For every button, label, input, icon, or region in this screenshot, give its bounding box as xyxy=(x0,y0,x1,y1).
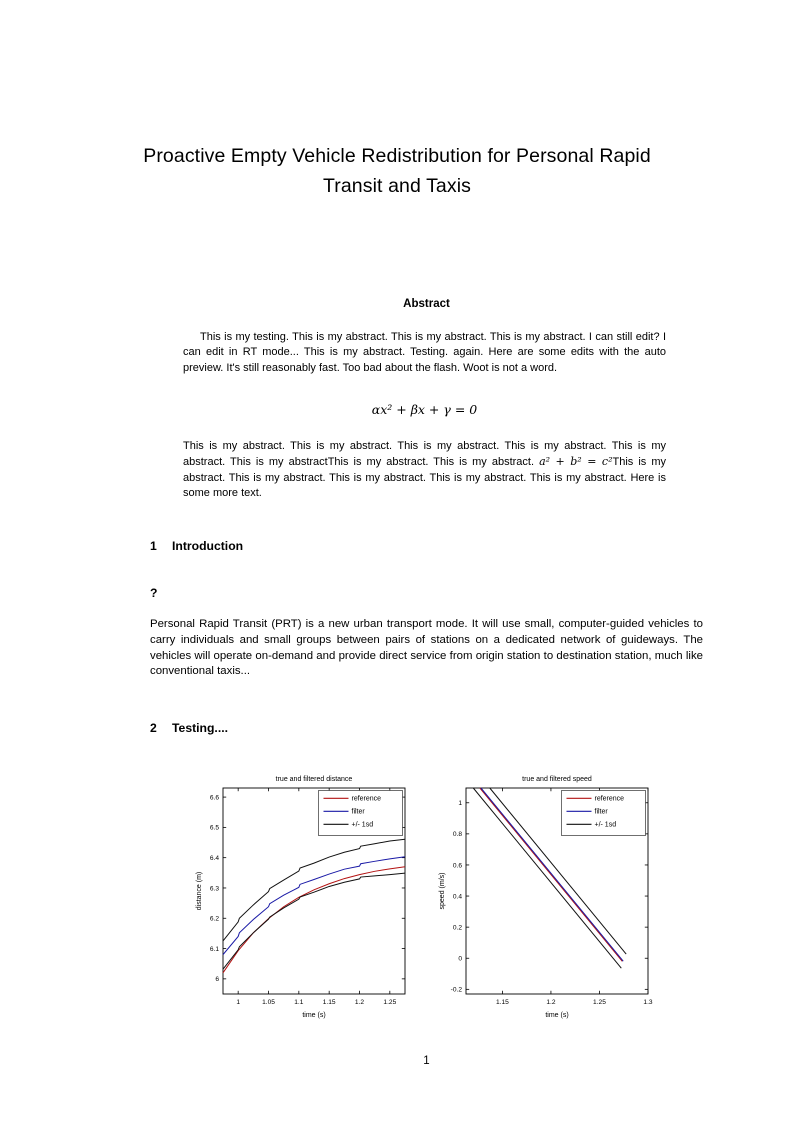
x-tick-label: 1.15 xyxy=(322,999,336,1006)
legend-label: filter xyxy=(594,808,608,816)
series-line-reference xyxy=(223,867,405,973)
y-tick-label: 0.8 xyxy=(452,831,462,839)
x-axis-label: time (s) xyxy=(545,1012,569,1019)
legend-label: reference xyxy=(351,795,382,803)
figure-speed-chart xyxy=(436,772,660,1024)
section-heading-introduction xyxy=(150,539,703,553)
y-axis-label: speed (m/s) xyxy=(439,872,446,910)
y-tick-label: 6 xyxy=(215,976,219,984)
x-tick-label: 1.2 xyxy=(354,999,365,1006)
y-tick-label: 6.1 xyxy=(209,945,219,953)
section-heading-testing xyxy=(150,721,703,735)
question-subheading: ? xyxy=(150,586,158,600)
y-tick-label: 6.2 xyxy=(209,915,219,923)
y-tick-label: 0.2 xyxy=(452,924,462,932)
section-number: 2 xyxy=(150,721,157,735)
x-tick-label: 1.25 xyxy=(593,999,606,1006)
chart-title: true and filtered distance xyxy=(275,776,353,783)
figure-distance-chart xyxy=(193,772,417,1024)
legend-label: filter xyxy=(351,808,365,816)
x-axis-label: time (s) xyxy=(302,1012,326,1019)
x-tick-label: 1.3 xyxy=(643,999,653,1006)
y-tick-label: 6.6 xyxy=(209,794,219,802)
section-title: Testing.... xyxy=(172,721,228,735)
page-number: 1 xyxy=(423,1055,430,1067)
legend-label: +/- 1sd xyxy=(351,821,374,829)
series-line--1sd-lower- xyxy=(223,873,405,969)
y-tick-label: 0 xyxy=(458,955,462,963)
section-title: Introduction xyxy=(172,539,244,553)
abstract-heading: Abstract xyxy=(403,298,450,310)
legend-label: reference xyxy=(594,795,625,803)
x-tick-label: 1 xyxy=(236,999,241,1006)
x-tick-label: 1.05 xyxy=(262,999,275,1006)
section-number: 1 xyxy=(150,539,157,553)
paper-title: Proactive Empty Vehicle Redistribution for Personal Rapid Transit and Taxis xyxy=(143,145,651,197)
y-tick-label: 0.4 xyxy=(452,893,462,901)
inline-equation: a² + b² = c² xyxy=(539,455,613,469)
y-tick-label: 6.4 xyxy=(209,854,219,862)
abstract-paragraph-2-text: This is my abstract. This is my abstract. This is my abstract. This is my abstract. This is my abstract. This is my abstractThis is my abstract. This is my abstract. xyxy=(183,440,666,469)
abstract-paragraph-1: This is my testing. This is my abstract. This is my abstract. This is my abstract. I can still edit? I can edit in RT mode... This is my abstract. Testing. again. Here are some edits with the auto preview. It's still reasonably fast. Too bad about the flash. Woot is not a word. xyxy=(183,331,666,374)
x-tick-label: 1.15 xyxy=(495,999,509,1006)
y-tick-label: 6.5 xyxy=(209,824,219,832)
display-equation: αx² + βx + γ = 0 xyxy=(371,402,478,417)
series-line-filter xyxy=(223,857,405,955)
y-tick-label: 1 xyxy=(458,800,462,808)
legend-label: +/- 1sd xyxy=(594,821,617,829)
abstract-paragraph-2 xyxy=(183,439,666,502)
y-axis-label: distance (m) xyxy=(196,871,203,911)
chart-title: true and filtered speed xyxy=(522,776,592,783)
y-tick-label: 0.6 xyxy=(452,862,462,870)
x-tick-label: 1.2 xyxy=(546,999,556,1006)
y-tick-label: 6.3 xyxy=(209,885,219,893)
y-tick-label: -0.2 xyxy=(450,986,462,994)
introduction-paragraph: Personal Rapid Transit (PRT) is a new urban transport mode. It will use small, computer-guided vehicles to carry individuals and small groups between pairs of stations on a dedicated network of guideways. The vehicles will operate on-demand and provide direct service from origin station to destination station, much like conventional taxis... xyxy=(150,618,703,678)
x-tick-label: 1.25 xyxy=(383,999,397,1006)
abstract-paragraph-2-text-after: This is my abstract. This is my abstract. This is my abstract. This is my abstract. This is my abstract. Here is some more text. xyxy=(183,456,666,500)
x-tick-label: 1.1 xyxy=(294,999,304,1006)
